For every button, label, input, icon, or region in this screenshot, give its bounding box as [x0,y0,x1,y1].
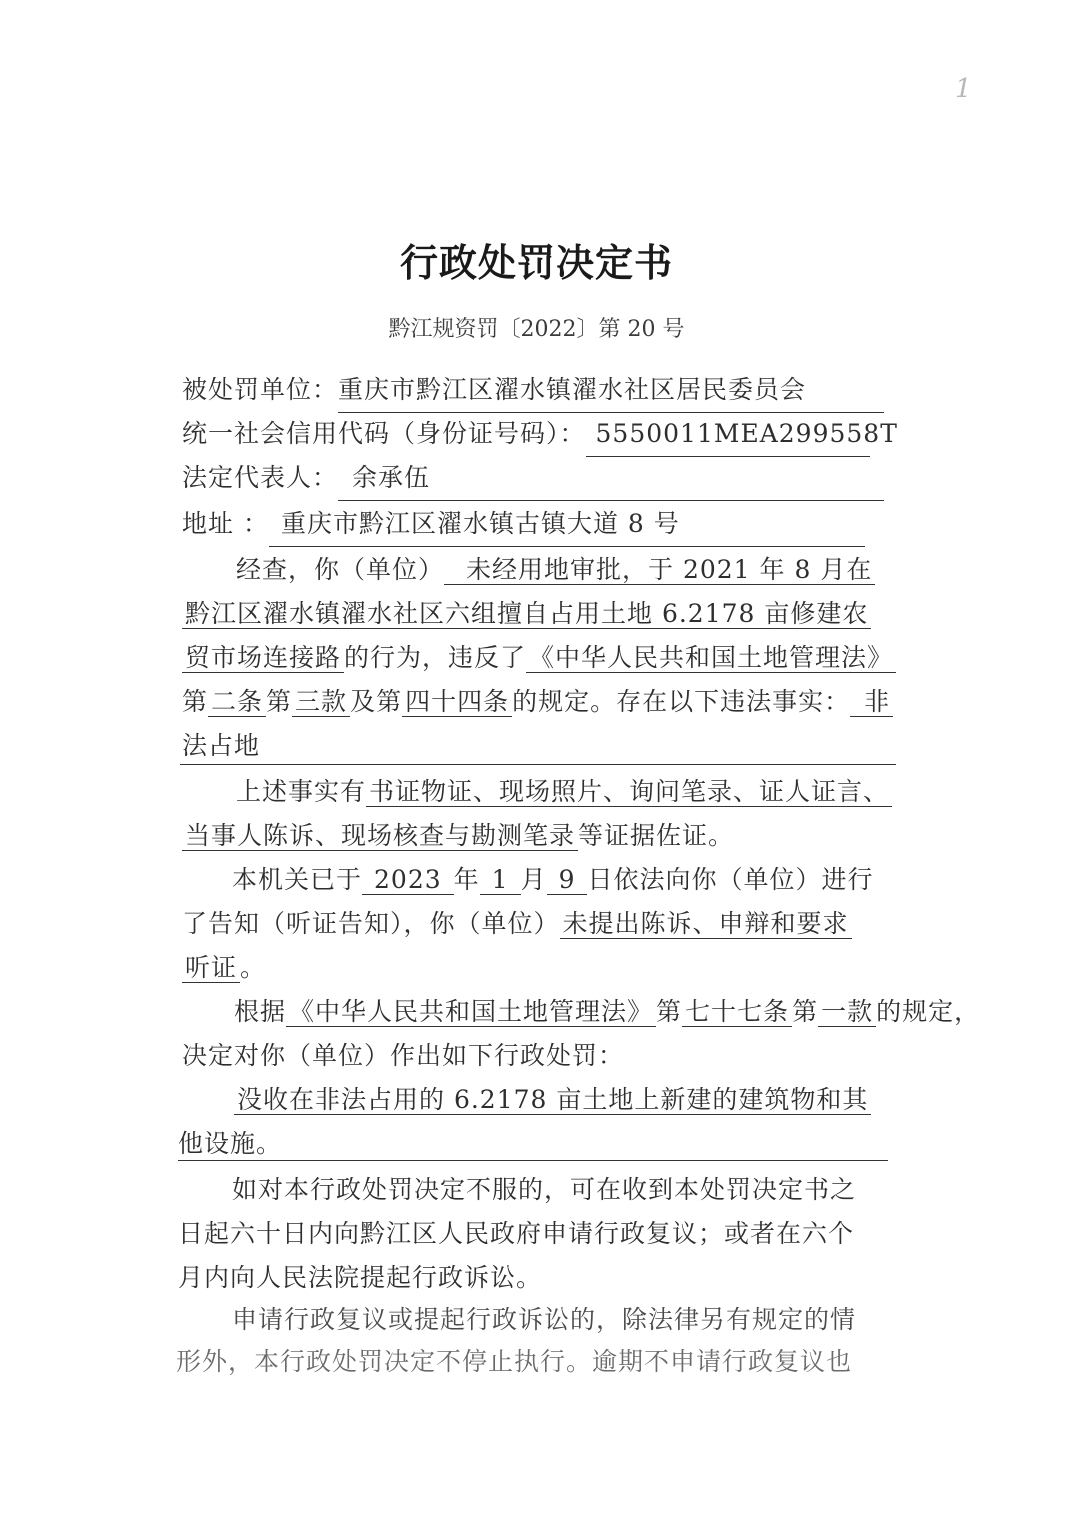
party-unit-label: 被处罚单位： [182,375,339,404]
document-number: 黔江规资罚〔2022〕第 20 号 [388,317,685,342]
penalty-underline [178,1160,888,1161]
document-title: 行政处罚决定书 [399,241,673,285]
address-label: 地址 ： [182,509,269,538]
penalty-line-2: 他设施。 [178,1129,283,1158]
address-line [182,502,865,546]
evidence-line-1: 上述事实有 书证物证、现场照片、询问笔录、证人证言、 [236,770,892,814]
penalty-line-1: 没收在非法占用的 6.2178 亩土地上新建的建筑物和其 [234,1078,871,1122]
credit-code-label: 统一社会信用代码（身份证号码）： [182,419,586,448]
notice-line-1: 本机关已于 2023 年 1 月 9 日依法向你（单位）进行 [232,865,874,894]
appeal-line-3: 月内向人民法院提起行政诉讼。 [178,1263,543,1292]
basis-line-1: 根据 《中华人民共和国土地管理法》 第 七十七条 第 一款 的规定， [234,997,981,1026]
legal-rep-value: 余承伍 [338,456,884,501]
credit-code-value: 5550011MEA299558T [586,412,870,457]
appeal-line-2: 日起六十日内向黔江区人民政府申请行政复议；或者在六个 [178,1219,855,1248]
evidence-line-2: 当事人陈诉、现场核查与勘测笔录 等证据佐证。 [182,814,734,858]
appeal-line-1: 如对本行政处罚决定不服的，可在收到本处罚决定书之 [232,1175,857,1204]
notice-year: 2023 [362,865,454,895]
facts-line-2: 黔江区濯水镇濯水社区六组擅自占用土地 6.2178 亩修建农 [182,592,871,636]
legal-rep-label: 法定代表人： [182,463,339,492]
facts-line-4: 第 二条 第 三款 及第 四十四条 的规定。存在以下违法事实： 非 [182,680,893,724]
notice-line-3: 听证 。 [182,946,266,990]
notice-day: 9 [547,865,588,895]
facts-line-3: 贸市场连接路 的行为，违反了 《中华人民共和国土地管理法》 [182,636,896,680]
notice-month: 1 [480,865,521,895]
address-value: 重庆市黔江区濯水镇古镇大道 8 号 [269,502,865,547]
appeal-line-4: 申请行政复议或提起行政诉讼的，除法律另有规定的情 [232,1305,857,1334]
facts-underline [180,764,896,765]
legal-rep-line [182,456,884,500]
appeal-line-5: 形外，本行政处罚决定不停止执行。逾期不申请行政复议也 [176,1347,853,1376]
notice-line-2: 了告知（听证告知），你（单位） 未提出陈诉、申辩和要求 [182,902,852,946]
party-unit-value: 重庆市黔江区濯水镇濯水社区居民委员会 [338,368,884,413]
basis-line-2: 决定对你（单位）作出如下行政处罚： [182,1041,625,1070]
party-unit-line [182,368,884,412]
credit-code-line [182,412,898,456]
facts-line-5: 法占地 [182,731,261,760]
page-number-mark: 1 [955,74,972,104]
facts-line-1: 经查，你（单位） 未经用地审批，于 2021 年 8 月在 [236,548,875,592]
